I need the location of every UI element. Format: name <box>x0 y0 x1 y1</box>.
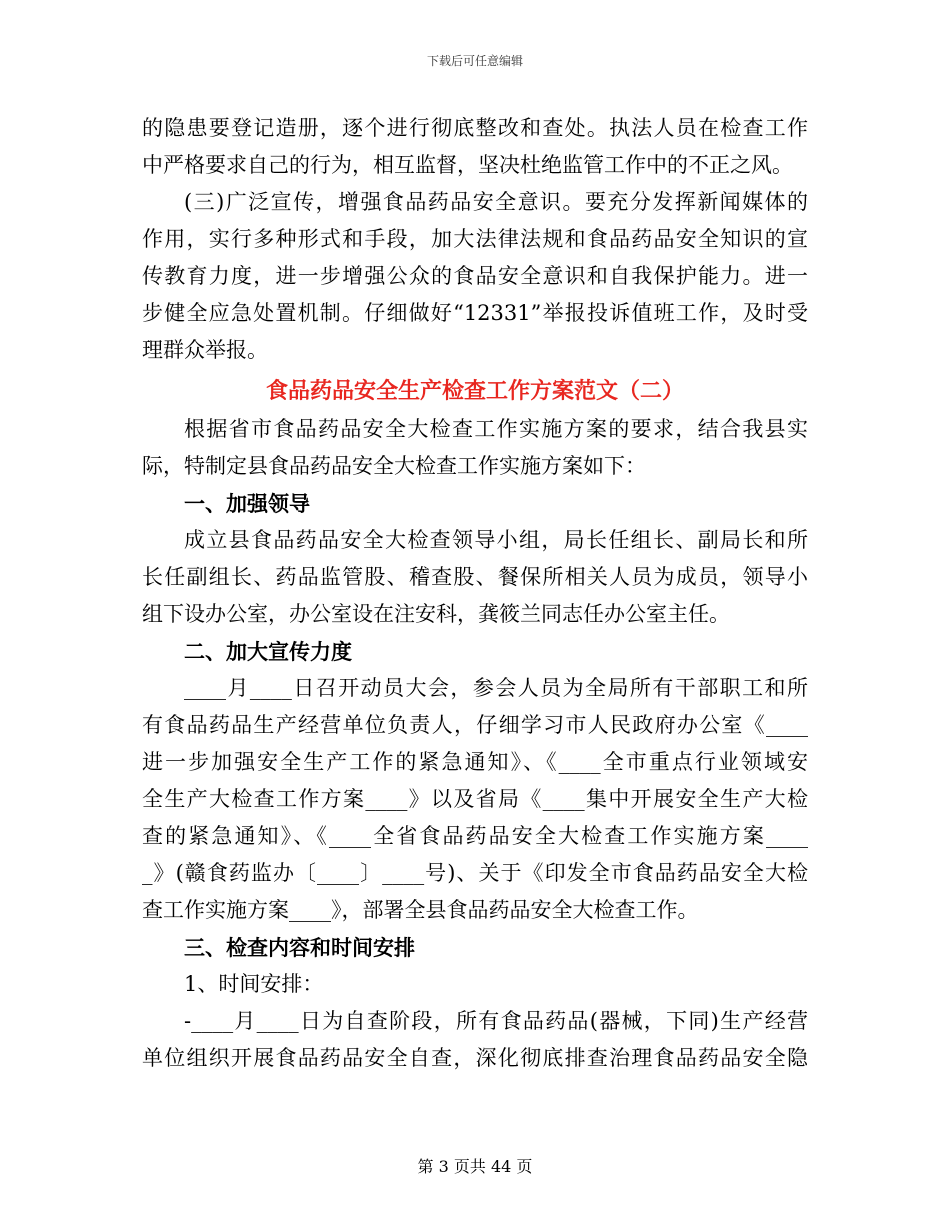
paragraph-line: 查工作实施方案____》，部署全县食品药品安全大检查工作。 <box>142 898 699 922</box>
paragraph-line: 进一步加强安全生产工作的紧急通知》、《____全市重点行业领域安 <box>142 750 808 774</box>
subheading-time: 1、时间安排： <box>184 972 324 996</box>
heading-inspection: 三、检查内容和时间安排 <box>184 935 415 960</box>
section-title: 食品药品安全生产检查工作方案范文（二） <box>265 378 684 404</box>
paragraph-line: 成立县食品药品安全大检查领导小组，局长任组长、副局长和所 <box>184 528 808 552</box>
paragraph-line: 理群众举报。 <box>142 338 268 362</box>
paragraph-line: ____月____日召开动员大会，参会人员为全局所有干部职工和所 <box>184 676 808 700</box>
paragraph-line: _》(赣食药监办〔____〕____号)、关于《印发全市食品药品安全大检 <box>142 861 808 885</box>
paragraph-line: 步健全应急处置机制。仔细做好“12331”举报投诉值班工作，及时受 <box>142 301 808 325</box>
paragraph-line: 传教育力度，进一步增强公众的食品安全意识和自我保护能力。进一 <box>142 264 808 288</box>
paragraph-line: 单位组织开展食品药品安全自查，深化彻底排查治理食品药品安全隐 <box>142 1046 808 1070</box>
heading-lead: 一、加强领导 <box>184 491 310 516</box>
header-note: 下载后可任意编辑 <box>426 54 523 68</box>
document-body <box>142 110 808 1077</box>
paragraph-line: 中严格要求自己的行为，相互监督，坚决杜绝监管工作中的不正之风。 <box>142 153 793 177</box>
paragraph-line: 作用，实行多种形式和手段，加大法律法规和食品药品安全知识的宣 <box>142 227 808 251</box>
paragraph-line: 有食品药品生产经营单位负责人，仔细学习市人民政府办公室《____ <box>142 713 808 737</box>
page-footer: 第 3 页共 44 页 <box>417 1157 533 1176</box>
paragraph-line: 全生产大检查工作方案____》以及省局《____集中开展安全生产大检 <box>142 787 808 811</box>
heading-publicity: 二、加大宣传力度 <box>184 639 352 664</box>
paragraph-line: -____月____日为自查阶段，所有食品药品(器械，下同)生产经营 <box>184 1009 808 1033</box>
paragraph-line: 组下设办公室，办公室设在注安科，龚筱兰同志任办公室主任。 <box>142 602 730 626</box>
paragraph-line: 的隐患要登记造册，逐个进行彻底整改和查处。执法人员在检查工作 <box>142 116 808 140</box>
paragraph-line: (三)广泛宣传，增强食品药品安全意识。要充分发挥新闻媒体的 <box>184 190 808 214</box>
paragraph-line: 查的紧急通知》、《____全省食品药品安全大检查工作实施方案____ <box>142 824 808 848</box>
paragraph-line: 际，特制定县食品药品安全大检查工作实施方案如下： <box>142 454 646 478</box>
paragraph-line: 根据省市食品药品安全大检查工作实施方案的要求，结合我县实 <box>184 417 808 441</box>
paragraph-line: 长任副组长、药品监管股、稽查股、餐保所相关人员为成员，领导小 <box>142 565 808 589</box>
